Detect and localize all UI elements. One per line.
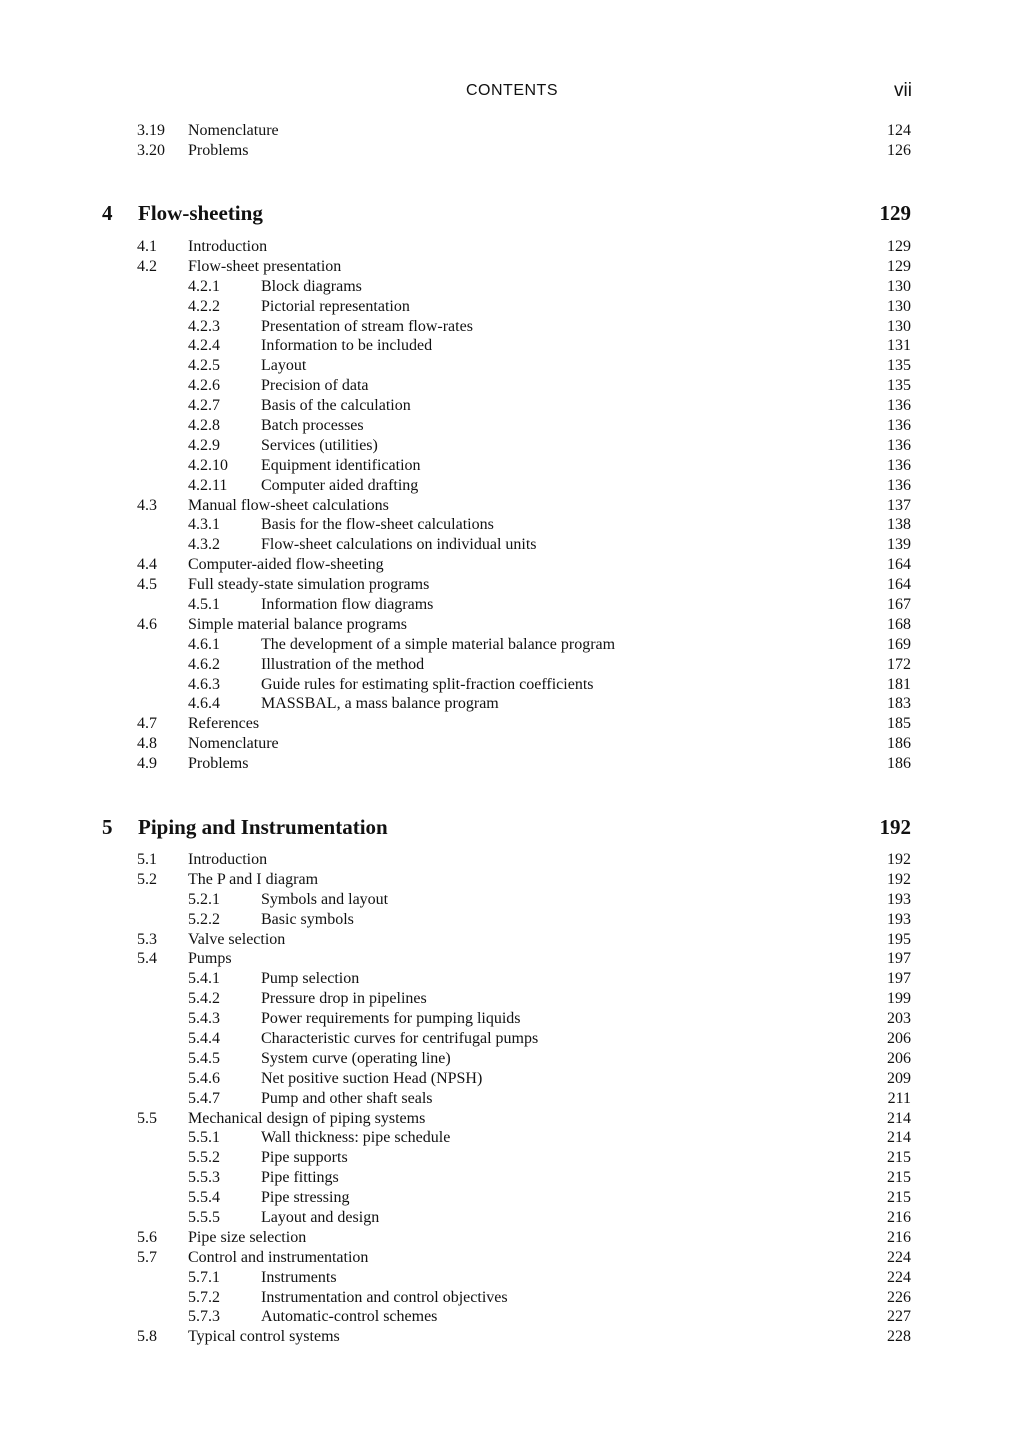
toc-entry[interactable] [0, 1069, 1024, 1089]
entry-number: 4.6.3 [188, 675, 220, 693]
toc-entry[interactable] [0, 694, 1024, 714]
entry-title: Guide rules for estimating split-fraction coefficients [261, 675, 594, 693]
chapter-5-entries [0, 850, 1024, 1347]
toc-entry[interactable] [0, 277, 1024, 297]
entry-page: 129 [887, 257, 911, 275]
toc-entry[interactable] [0, 336, 1024, 356]
entry-title: Pressure drop in pipelines [261, 990, 427, 1008]
entry-number: 5.4.2 [188, 990, 220, 1008]
entry-title: Simple material balance programs [188, 615, 408, 633]
entry-title: Basis for the flow-sheet calculations [261, 516, 494, 534]
toc-entry[interactable] [0, 1029, 1024, 1049]
entry-number: 4.2.7 [188, 397, 220, 415]
entry-number: 4.2.2 [188, 297, 220, 315]
entry-title: Block diagrams [261, 277, 362, 295]
entry-title: Automatic-control schemes [261, 1308, 438, 1326]
toc-entry[interactable] [0, 595, 1024, 615]
entry-title: Full steady-state simulation programs [188, 576, 430, 594]
entry-page: 228 [887, 1328, 911, 1346]
entry-title: Pipe supports [261, 1149, 348, 1167]
entry-page: 193 [887, 890, 911, 908]
entry-number: 5.6 [137, 1228, 157, 1246]
toc-entry[interactable] [0, 416, 1024, 436]
entry-page: 185 [887, 715, 911, 733]
entry-page: 206 [887, 1049, 911, 1067]
toc-entry[interactable] [0, 1109, 1024, 1129]
toc-entry[interactable] [0, 1228, 1024, 1248]
entry-number: 3.19 [137, 122, 165, 139]
entry-title: Typical control systems [188, 1328, 340, 1346]
entry-number: 4.8 [137, 735, 157, 753]
toc-entry[interactable] [0, 257, 1024, 277]
entry-page: 214 [887, 1129, 911, 1147]
entry-title: MASSBAL, a mass balance program [261, 695, 499, 713]
toc-entry[interactable] [0, 317, 1024, 337]
chapter-4-entries [0, 237, 1024, 774]
entry-title: Illustration of the method [261, 655, 425, 673]
toc-entry[interactable] [0, 1327, 1024, 1347]
entry-number: 5.2 [137, 870, 157, 888]
entry-page: 192 [887, 851, 911, 868]
entry-title: Layout [261, 357, 307, 375]
toc-entry[interactable] [0, 496, 1024, 516]
entry-number: 4.2.8 [188, 417, 220, 435]
entry-title: Introduction [188, 238, 268, 255]
entry-title: Services (utilities) [261, 436, 378, 454]
entry-page: 199 [887, 990, 911, 1008]
entry-number: 4.2.6 [188, 377, 220, 395]
entry-title: Mechanical design of piping systems [188, 1109, 426, 1127]
entry-title: Control and instrumentation [188, 1248, 369, 1266]
entry-title: Equipment identification [261, 456, 421, 474]
entry-number: 4.2.4 [188, 337, 220, 355]
entry-page: 169 [887, 635, 911, 653]
entry-title: Instrumentation and control objectives [261, 1288, 508, 1306]
toc-entry[interactable] [0, 754, 1024, 774]
entry-number: 4.2 [137, 257, 157, 275]
entry-title: Nomenclature [188, 122, 279, 139]
entry-number: 5.2.1 [188, 890, 220, 908]
entry-page: 130 [887, 297, 911, 315]
entry-number: 5.4.3 [188, 1010, 220, 1028]
entry-number: 5.5.2 [188, 1149, 220, 1167]
entry-page: 136 [887, 436, 911, 454]
toc-entry[interactable] [0, 870, 1024, 890]
entry-page: 211 [887, 1089, 911, 1107]
toc-entry[interactable] [0, 237, 1024, 257]
entry-number: 4.2.10 [188, 456, 228, 474]
toc-entry[interactable] [0, 969, 1024, 989]
entry-number: 3.20 [137, 141, 165, 159]
toc-entry[interactable] [0, 910, 1024, 930]
entry-page: 186 [887, 755, 911, 773]
entry-title: Power requirements for pumping liquids [261, 1010, 521, 1028]
entry-number: 5.3 [137, 930, 157, 948]
entry-page: 130 [887, 317, 911, 335]
entry-number: 4.3.1 [188, 516, 220, 534]
entry-number: 5.7.3 [188, 1308, 220, 1326]
entry-title: Layout and design [261, 1209, 380, 1227]
toc-entry[interactable] [0, 436, 1024, 456]
toc-entry[interactable] [0, 121, 1024, 141]
entry-number: 4.9 [137, 755, 157, 773]
entry-title: Pump selection [261, 970, 360, 988]
toc-entry[interactable] [0, 1089, 1024, 1109]
entry-number: 4.5.1 [188, 596, 220, 614]
entry-page: 197 [887, 950, 911, 968]
entry-page: 195 [887, 930, 911, 948]
running-header [0, 80, 1024, 102]
entry-title: Computer-aided flow-sheeting [188, 556, 384, 574]
entry-page: 203 [887, 1010, 911, 1028]
toc-entry[interactable] [0, 949, 1024, 969]
header-page-number: vii [894, 80, 912, 101]
entry-title: Basis of the calculation [261, 397, 411, 415]
entry-page: 136 [887, 417, 911, 435]
toc-entry[interactable] [0, 476, 1024, 496]
toc-entry[interactable] [0, 714, 1024, 734]
entry-number: 4.2.11 [188, 476, 228, 494]
entry-title: The P and I diagram [188, 870, 319, 888]
entry-page: 136 [887, 397, 911, 415]
entry-number: 4.3.2 [188, 536, 220, 554]
entry-title: Information flow diagrams [261, 596, 434, 614]
toc-entry[interactable] [0, 297, 1024, 317]
entry-title: Batch processes [261, 417, 364, 435]
entry-page: 139 [887, 536, 911, 554]
entry-number: 5.7.2 [188, 1288, 220, 1306]
entry-title: Pumps [188, 950, 232, 968]
entry-title: Manual flow-sheet calculations [188, 496, 389, 514]
toc-entry[interactable] [0, 850, 1024, 870]
entry-title: Pictorial representation [261, 297, 410, 315]
entry-number: 5.5.1 [188, 1129, 220, 1147]
toc-entry[interactable] [0, 890, 1024, 910]
toc-entry[interactable] [0, 1268, 1024, 1288]
entry-number: 4.6.1 [188, 635, 220, 653]
entry-page: 214 [887, 1109, 911, 1127]
toc-entry[interactable] [0, 635, 1024, 655]
entry-page: 131 [887, 337, 911, 355]
entry-title: Information to be included [261, 337, 433, 355]
entry-page: 215 [887, 1149, 911, 1167]
toc-entry[interactable] [0, 396, 1024, 416]
entry-number: 5.4.7 [188, 1089, 220, 1107]
entry-title: The development of a simple material balance program [261, 635, 616, 653]
toc-entry[interactable] [0, 515, 1024, 535]
entry-number: 5.4.6 [188, 1069, 220, 1087]
entry-page: 215 [887, 1169, 911, 1187]
toc-entry[interactable] [0, 1049, 1024, 1069]
entry-number: 5.4.5 [188, 1049, 220, 1067]
toc-entry[interactable] [0, 535, 1024, 555]
entry-number: 5.1 [137, 851, 157, 868]
entry-title: Wall thickness: pipe schedule [261, 1129, 451, 1147]
entry-number: 4.4 [137, 556, 157, 574]
entry-title: Valve selection [188, 930, 286, 948]
chapter-number: 5 [102, 815, 113, 839]
entry-title: Problems [188, 755, 249, 773]
entry-page: 135 [887, 357, 911, 375]
entry-title: System curve (operating line) [261, 1049, 451, 1067]
entry-title: References [188, 715, 260, 733]
entry-title: Instruments [261, 1268, 337, 1286]
entry-title: Pipe size selection [188, 1228, 307, 1246]
entry-page: 224 [887, 1248, 911, 1266]
toc-entry[interactable] [0, 1188, 1024, 1208]
toc-entry[interactable] [0, 989, 1024, 1009]
toc-entry[interactable] [0, 1208, 1024, 1228]
entry-page: 197 [887, 970, 911, 988]
entry-number: 5.5.5 [188, 1209, 220, 1227]
toc-entry[interactable] [0, 930, 1024, 950]
chapter-heading-4[interactable] [0, 198, 1024, 228]
entry-page: 172 [887, 655, 911, 673]
entry-number: 4.3 [137, 496, 157, 514]
entry-title: Symbols and layout [261, 890, 389, 908]
entry-page: 192 [887, 870, 911, 888]
chapter-heading-5[interactable] [0, 812, 1024, 842]
entry-page: 126 [887, 141, 911, 159]
entry-title: Flow-sheet calculations on individual units [261, 536, 537, 554]
entry-number: 4.2.9 [188, 436, 220, 454]
entry-number: 4.6.2 [188, 655, 220, 673]
entry-page: 168 [887, 615, 911, 633]
entry-title: Flow-sheet presentation [188, 257, 342, 275]
toc-entry[interactable] [0, 615, 1024, 635]
toc-entry[interactable] [0, 575, 1024, 595]
entry-page: 137 [887, 496, 911, 514]
chapter-title: Flow-sheeting [138, 201, 263, 225]
toc-entry[interactable] [0, 376, 1024, 396]
entry-title: Nomenclature [188, 735, 279, 753]
entry-page: 216 [887, 1228, 911, 1246]
entry-page: 181 [887, 675, 911, 693]
entry-title: Characteristic curves for centrifugal pumps [261, 1030, 539, 1048]
entry-page: 164 [887, 556, 911, 574]
entry-number: 4.1 [137, 238, 157, 255]
toc-entry[interactable] [0, 1148, 1024, 1168]
entry-number: 4.6.4 [188, 695, 220, 713]
entry-number: 5.7 [137, 1248, 157, 1266]
entry-page: 224 [887, 1268, 911, 1286]
toc-entry[interactable] [0, 675, 1024, 695]
chapter-page: 192 [879, 815, 911, 839]
chapter-number: 4 [102, 201, 113, 225]
toc-entry[interactable] [0, 1288, 1024, 1308]
toc-entry[interactable] [0, 555, 1024, 575]
chapter-title: Piping and Instrumentation [138, 815, 388, 839]
toc-section-continued [0, 121, 1024, 161]
entry-number: 5.7.1 [188, 1268, 220, 1286]
entry-page: 209 [887, 1069, 911, 1087]
entry-number: 5.8 [137, 1328, 157, 1346]
chapter-page: 129 [879, 201, 911, 225]
entry-page: 138 [887, 516, 911, 534]
toc-entry[interactable] [0, 356, 1024, 376]
entry-title: Pump and other shaft seals [261, 1089, 433, 1107]
entry-title: Presentation of stream flow-rates [261, 317, 473, 335]
entry-number: 4.2.1 [188, 277, 220, 295]
entry-number: 4.6 [137, 615, 157, 633]
toc-entry[interactable] [0, 734, 1024, 754]
entry-title: Pipe fittings [261, 1169, 339, 1187]
entry-title: Precision of data [261, 377, 369, 395]
entry-page: 164 [887, 576, 911, 594]
toc-entry[interactable] [0, 141, 1024, 161]
entry-number: 5.4.1 [188, 970, 220, 988]
entry-title: Problems [188, 141, 249, 159]
entry-title: Computer aided drafting [261, 476, 419, 494]
entry-page: 206 [887, 1030, 911, 1048]
entry-number: 5.5.4 [188, 1189, 220, 1207]
entry-number: 5.5 [137, 1109, 157, 1127]
entry-page: 136 [887, 476, 911, 494]
entry-number: 4.5 [137, 576, 157, 594]
toc-entry[interactable] [0, 1248, 1024, 1268]
header-title: CONTENTS [466, 82, 558, 99]
toc-entry[interactable] [0, 1168, 1024, 1188]
entry-title: Pipe stressing [261, 1189, 350, 1207]
entry-page: 129 [887, 238, 911, 255]
entry-number: 4.2.3 [188, 317, 220, 335]
entry-page: 186 [887, 735, 911, 753]
entry-number: 4.2.5 [188, 357, 220, 375]
entry-title: Net positive suction Head (NPSH) [261, 1069, 483, 1087]
toc-entry[interactable] [0, 1009, 1024, 1029]
toc-entry[interactable] [0, 456, 1024, 476]
toc-entry[interactable] [0, 655, 1024, 675]
entry-page: 183 [887, 695, 911, 713]
entry-number: 4.7 [137, 715, 157, 733]
entry-number: 5.2.2 [188, 910, 220, 928]
toc-entry[interactable] [0, 1128, 1024, 1148]
entry-title: Introduction [188, 851, 268, 868]
entry-number: 5.4 [137, 950, 157, 968]
entry-title: Basic symbols [261, 910, 354, 928]
entry-page: 226 [887, 1288, 911, 1306]
entry-page: 227 [887, 1308, 911, 1326]
entry-page: 135 [887, 377, 911, 395]
entry-number: 5.4.4 [188, 1030, 220, 1048]
entry-page: 130 [887, 277, 911, 295]
entry-page: 124 [887, 122, 911, 139]
entry-page: 215 [887, 1189, 911, 1207]
entry-page: 193 [887, 910, 911, 928]
entry-number: 5.5.3 [188, 1169, 220, 1187]
entry-page: 216 [887, 1209, 911, 1227]
entry-page: 167 [887, 596, 911, 614]
toc-entry[interactable] [0, 1307, 1024, 1327]
entry-page: 136 [887, 456, 911, 474]
